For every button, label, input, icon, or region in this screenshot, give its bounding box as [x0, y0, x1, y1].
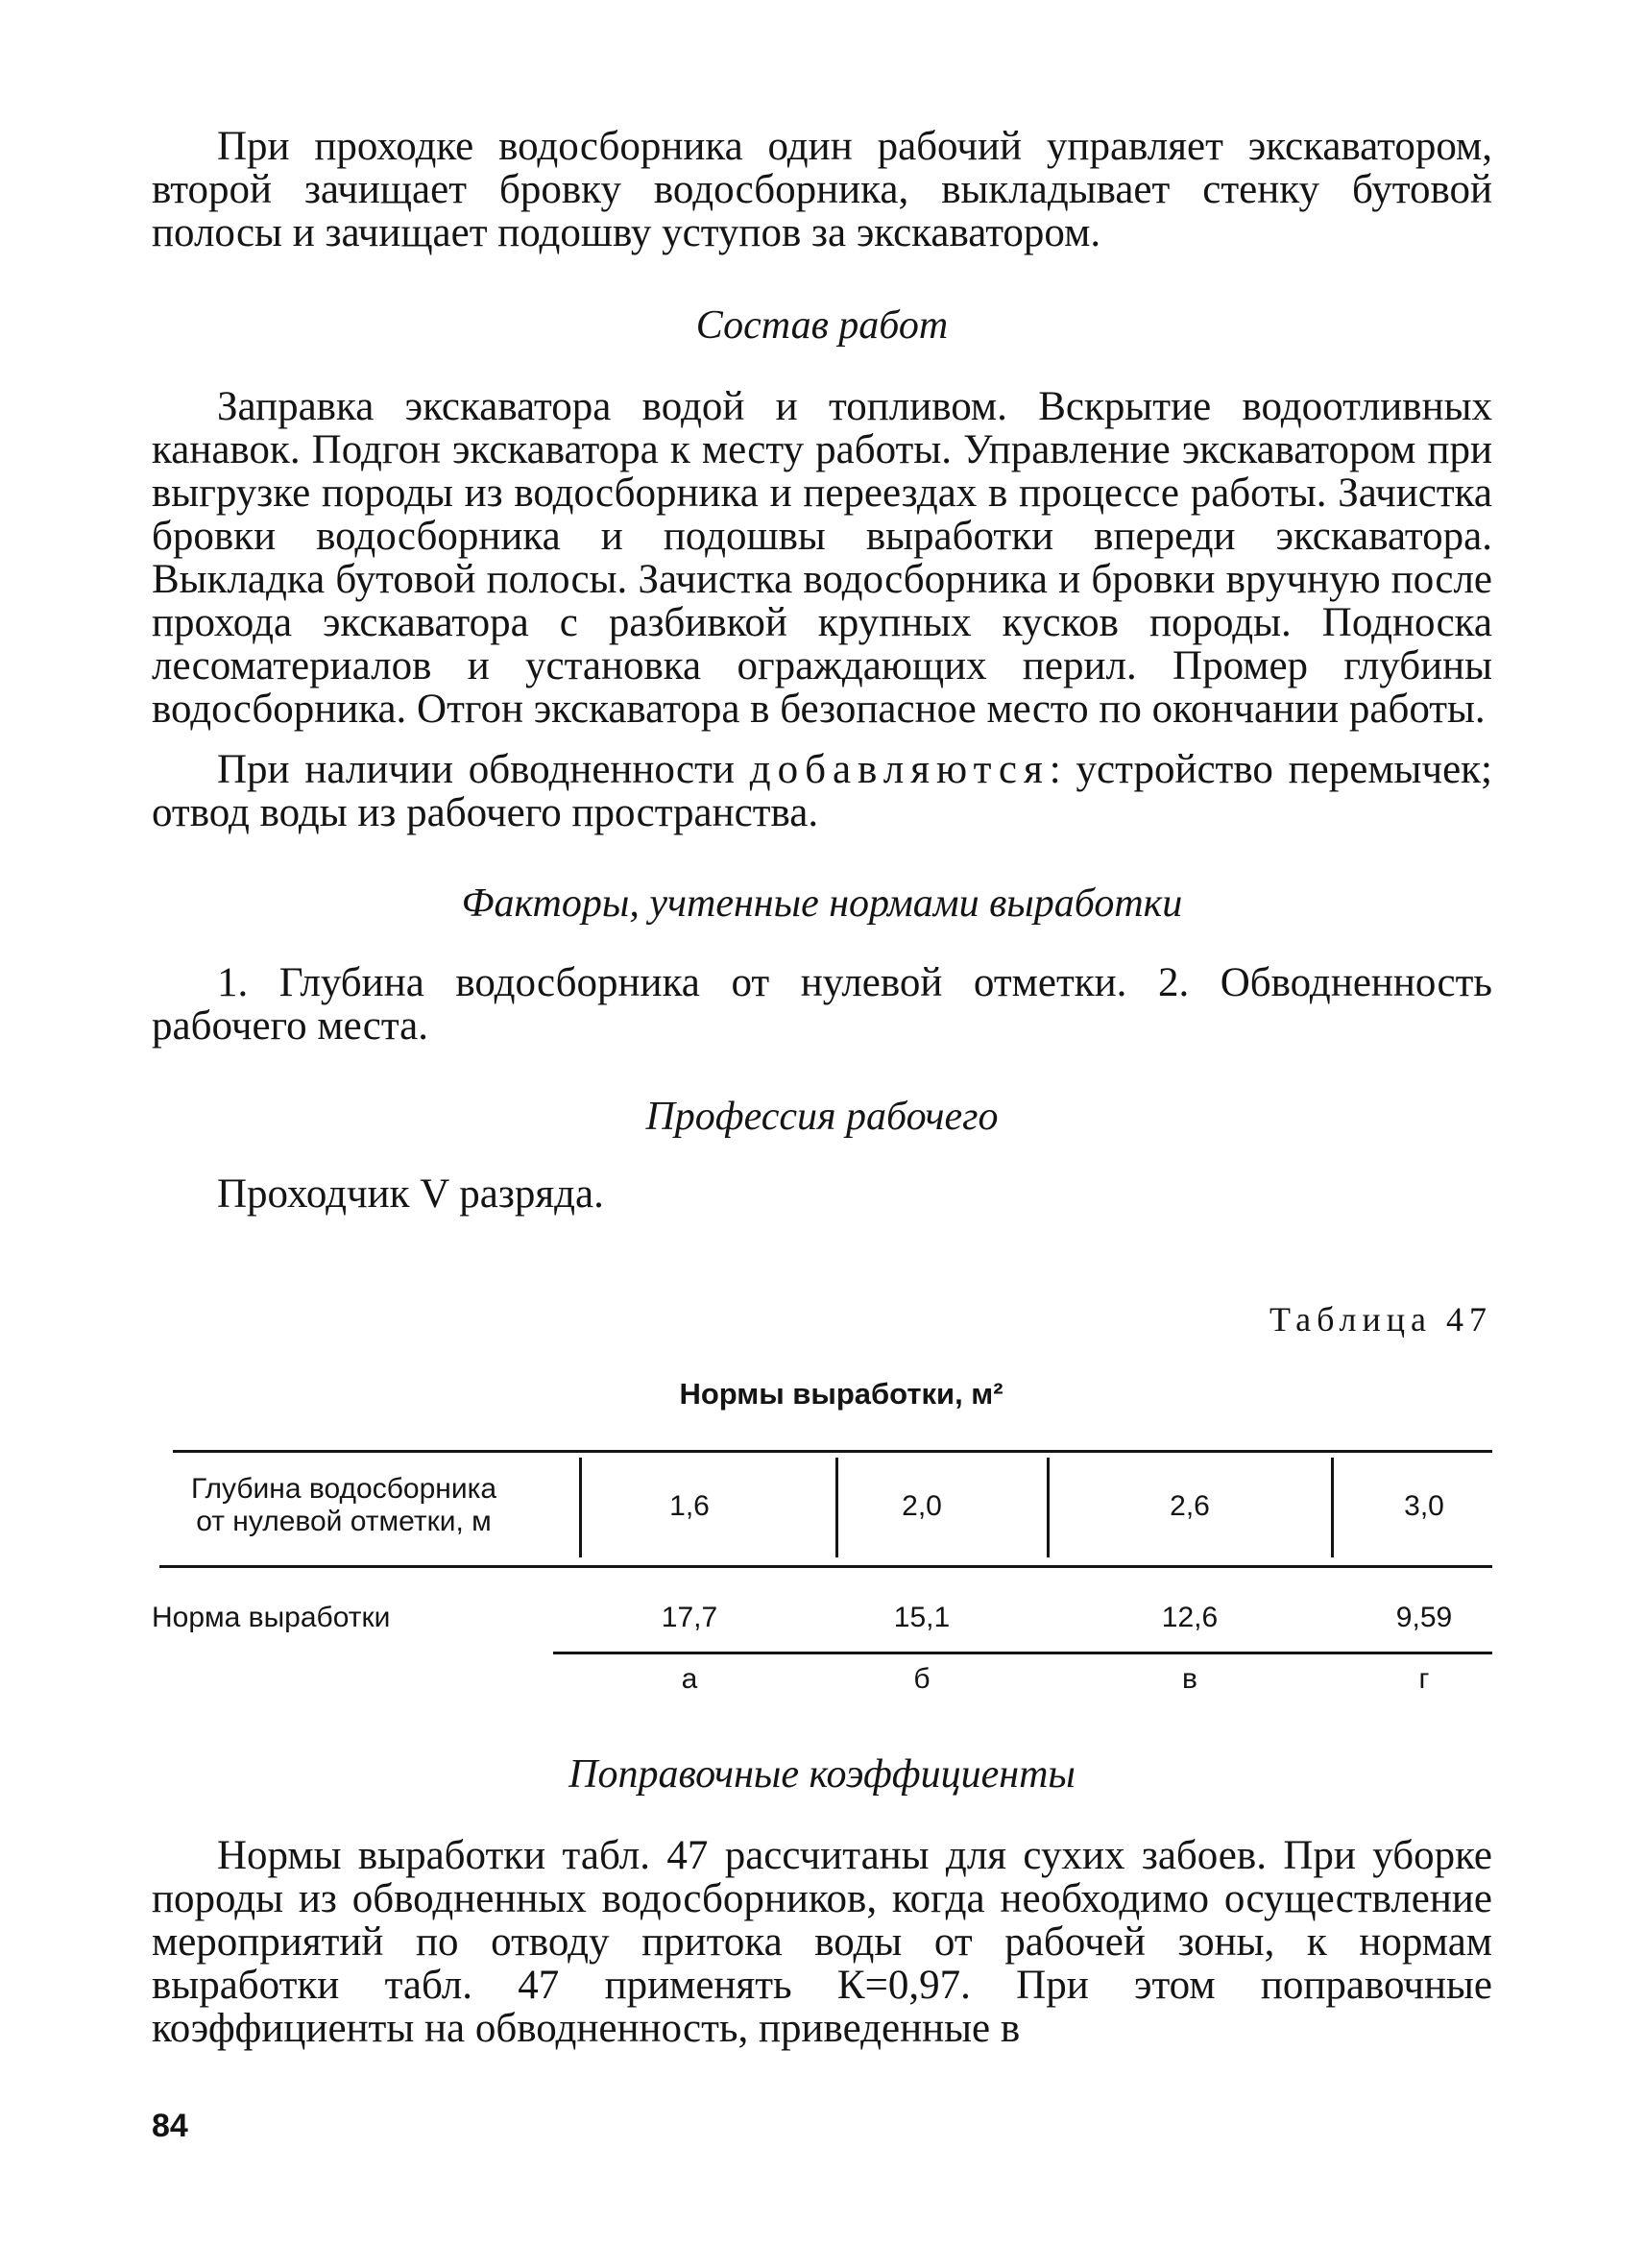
- column-letter: г: [1418, 1663, 1430, 1695]
- norm-cell: 17,7: [661, 1602, 718, 1633]
- table-top-rule: [173, 1450, 1492, 1453]
- column-letter: а: [681, 1663, 698, 1695]
- table-vline-1: [579, 1458, 582, 1557]
- column-letter: б: [913, 1663, 931, 1695]
- coefficients-paragraph: Нормы выработки табл. 47 рассчитаны для сухих забоев. При уборке породы из обводненных водосборников, когда необходимо осуществление мероприятий по отводу притока воды от рабочей зоны, к нормам выработки табл. 47 применять К=0,97. При этом поправочные коэффициенты на обводненность, приведенные в: [152, 1833, 1492, 2051]
- addon-paragraph: [152, 748, 1492, 834]
- coefficients-heading: Поправочные коэффициенты: [568, 1752, 1076, 1797]
- factors-paragraph: 1. Глубина водосборника от нулевой отметки. 2. Обводненность рабочего места.: [152, 960, 1492, 1049]
- table-header-rule: [159, 1565, 1492, 1568]
- intro-paragraph: При проходке водосборника один рабочий управляет экскаватором, второй зачищает бровку водосборника, выкладывает стенку бутовой полосы и зачищает подошву уступов за экскаватором.: [152, 124, 1492, 255]
- work-composition-paragraph: Заправка экскаватора водой и топливом. Вскрытие водоотливных канавок. Подгон экскаватора к месту работы. Управление экскаватором при выгрузке породы из водосборника и переездах в процессе работы. Зачистка бровки водосборника и подошвы выработки впереди экскаватора. Выкладка бутовой полосы. Зачистка водосборника и бровки вручную после прохода экскаватора с разбивкой крупных кусков породы. Подноска лесоматериалов и установка ограждающих перил. Промер глубины водосборника. Отгон экскаватора в безопасное место по окончании работы.: [152, 384, 1492, 732]
- table-bottom-rule: [553, 1652, 1492, 1654]
- norm-cell: 15,1: [893, 1602, 951, 1633]
- column-letter: в: [1182, 1663, 1197, 1695]
- norms-table: [152, 1450, 1492, 1700]
- depth-cell: 2,0: [902, 1490, 942, 1522]
- page-number: 84: [152, 2108, 188, 2144]
- header-label-line2: от нулевой отметки, м: [196, 1506, 492, 1537]
- norm-row-label: Норма выработки: [152, 1602, 391, 1633]
- table-vline-2: [835, 1458, 838, 1557]
- depth-cell: 3,0: [1404, 1490, 1444, 1522]
- norm-cell: 9,59: [1395, 1602, 1453, 1633]
- table-vline-4: [1331, 1458, 1334, 1557]
- table-header-label: [152, 1473, 536, 1538]
- table-title: Нормы выработки, м²: [679, 1377, 1003, 1411]
- norm-cell: 12,6: [1161, 1602, 1219, 1633]
- profession-paragraph: Проходчик V разряда.: [217, 1171, 604, 1217]
- depth-cell: 1,6: [669, 1490, 710, 1522]
- addon-text-post: : устройство перемычек; отвод воды из рабочего пространства.: [152, 747, 1492, 835]
- profession-heading: Профессия рабочего: [645, 1095, 999, 1139]
- factors-heading: Факторы, учтенные нормами выработки: [461, 881, 1183, 926]
- header-label-line1: Глубина водосборника: [190, 1473, 497, 1505]
- work-composition-heading: Состав работ: [695, 303, 949, 348]
- addon-text-pre: При наличии обводненности: [217, 747, 750, 792]
- document-page: [152, 125, 1492, 2050]
- table-vline-3: [1047, 1458, 1050, 1557]
- table-caption: Таблица 47: [1269, 1300, 1492, 1339]
- addon-emphasis: добавляются: [749, 747, 1050, 792]
- depth-cell: 2,6: [1170, 1490, 1210, 1522]
